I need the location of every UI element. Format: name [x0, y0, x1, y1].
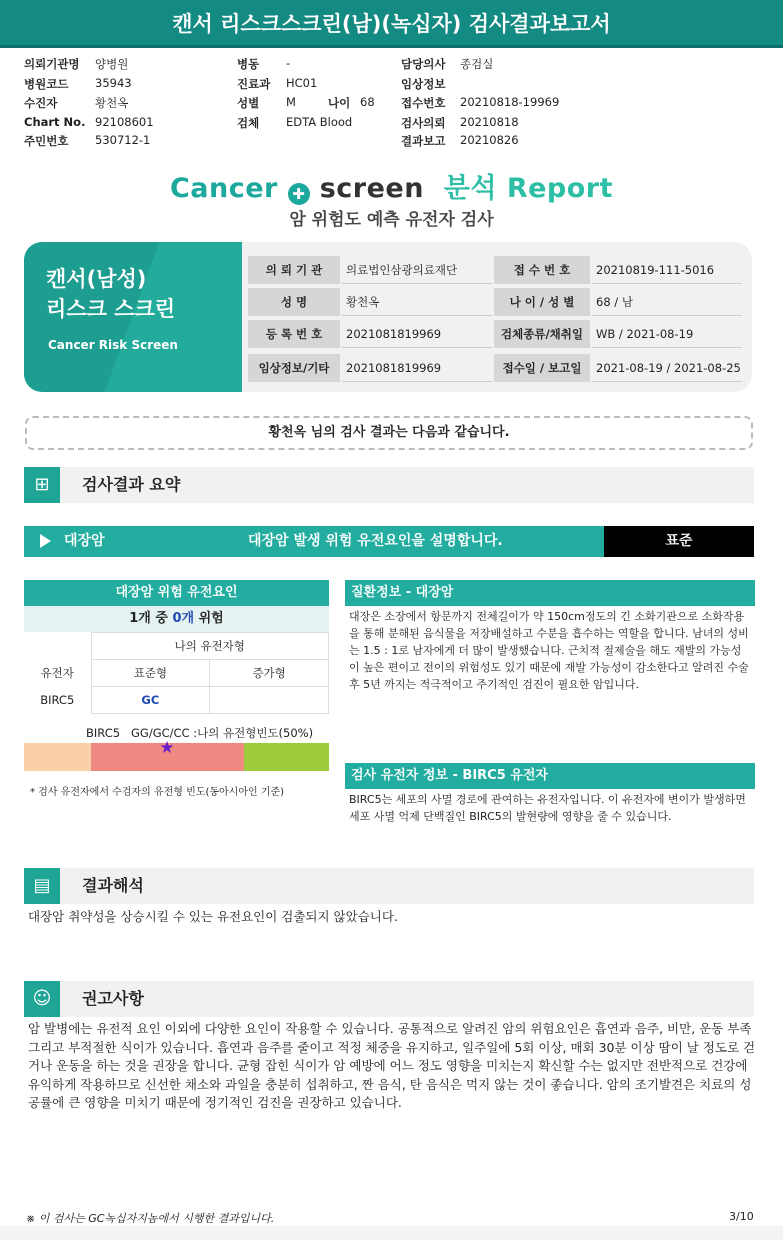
genotype-frequency-bar	[24, 743, 329, 771]
product-title	[46, 264, 175, 324]
info-value: 2021081819969	[342, 354, 492, 382]
hc3-value-2: 20210818-19969	[460, 95, 560, 109]
hc1-value-1: 35943	[95, 76, 132, 90]
info-row	[242, 320, 752, 350]
info-value: 황천옥	[342, 288, 492, 316]
hc3-value-3: 20210818	[460, 115, 519, 129]
gene-info-panel	[345, 763, 755, 827]
logo-screen: screen	[319, 173, 424, 204]
hc1-value-0: 양병원	[95, 57, 129, 71]
logo-report: 분석 Report	[443, 173, 614, 204]
age-value: 68	[360, 95, 375, 109]
info-key: 검체종류/채취일	[494, 320, 590, 348]
hc2-value-0: -	[286, 56, 291, 70]
cancer-screen-logo	[0, 166, 783, 205]
product-english: Cancer Risk Screen	[48, 338, 178, 352]
gene-info-title: 검사 유전자 정보 - BIRC5 유전자	[345, 763, 755, 789]
medical-folder-icon: ⊞	[24, 467, 60, 503]
my-genotype-star-icon: ★	[159, 738, 175, 758]
my-genotype-header: 나의 유전자형	[91, 633, 329, 660]
info-value: 2021081819969	[342, 320, 492, 348]
product-title-line1: 캔서(남성)	[46, 267, 147, 291]
hc1-value-3: 92108601	[95, 115, 154, 129]
advice-heading: 권고사항	[82, 989, 144, 1008]
gene-info-body: BIRC5는 세포의 사멸 경로에 관여하는 유전자입니다. 이 유전자에 변이가 발생하면 세포 사멸 억제 단백질인 BIRC5의 발현량에 영향을 줄 수 있습니다.	[349, 793, 746, 823]
genotype-bar-label: BIRC5 GG/GC/CC :나의 유전형빈도(50%)	[86, 726, 314, 740]
hc1-label-0: 의뢰기관명	[24, 57, 80, 71]
logo-cancer: Cancer	[169, 173, 278, 204]
advice-section-header	[24, 981, 754, 1017]
hc1-value-2: 황천옥	[95, 96, 129, 110]
summary-heading: 검사결과 요약	[82, 475, 181, 494]
page-subtitle: 암 위험도 예측 유전자 검사	[289, 210, 494, 230]
hc2-value-2: M	[286, 95, 296, 109]
logo-mark-icon: ✚	[288, 183, 310, 205]
standard-col-header: 표준형	[91, 660, 210, 687]
footer-note: ※ 이 검사는 GC녹십자지놈에서 시행한 결과입니다.	[26, 1212, 275, 1225]
hc2-value-1: HC01	[286, 76, 318, 90]
info-value: 68 / 남	[592, 288, 742, 316]
info-row	[242, 288, 752, 318]
info-key: 접 수 번 호	[494, 256, 590, 284]
disease-info-panel	[345, 580, 755, 695]
gene-name: BIRC5	[24, 687, 91, 714]
hc3-label-2: 접수번호	[401, 96, 446, 110]
clipboard-icon: ▤	[24, 868, 60, 904]
hc1-label-1: 병원코드	[24, 77, 69, 91]
risk-count-num: 0개	[172, 611, 195, 626]
page-number: 3/10	[729, 1210, 754, 1223]
advice-text: 암 발병에는 유전적 요인 이외에 다양한 요인이 작용할 수 있습니다. 공통적으로 알려진 암의 위험요인은 흡연과 음주, 비만, 운동 부족 그리고 부적절한 식이가 있습니다. 흡연과 음주를 줄이고 적정 체중을 유지하고, 일주일에 5회 이상, 매회 30분 이상 땀이 날 정도로 걷거나 운동을 하는 것을 권장을 합니다. 균형 잡힌 식이가 암 예방에 어느 정도 영향을 미치는지 확신할 수는 없지만 전반적으로 건강에 유익하게 작용하므로 신선한 채소와 과일을 충분히 섭취하고, 짠 음식, 탄 음식은 먹지 않는 것이 좋습니다. 암의 조기발견은 치료의 성공률에 큰 영향을 미치기 때문에 정기적인 검진을 권장하고 있습니다.	[28, 1021, 756, 1110]
info-key: 성 명	[248, 288, 340, 316]
info-key: 임상정보/기타	[248, 354, 340, 382]
hc3-value-0: 종검실	[460, 57, 494, 71]
risk-count	[24, 606, 329, 632]
info-value: 20210819-111-5016	[592, 256, 742, 284]
cancer-name: 대장암	[64, 533, 105, 549]
report-title: 캔서 리스크스크린(남)(녹십자) 검사결과보고서	[0, 0, 783, 48]
genotype-segment-2	[244, 743, 329, 771]
increase-value	[210, 687, 329, 714]
info-value: 2021-08-19 / 2021-08-25	[592, 354, 742, 382]
info-key: 나 이 / 성 별	[494, 288, 590, 316]
age-label: 나이	[328, 96, 351, 110]
risk-table-title: 대장암 위험 유전요인	[24, 580, 329, 606]
summary-section-header	[24, 467, 754, 503]
header-info	[0, 0, 783, 160]
genotype-segment-0	[24, 743, 91, 771]
risk-count-post: 위험	[198, 611, 224, 626]
doctor-consult-icon: ☺	[24, 981, 60, 1017]
info-value: WB / 2021-08-19	[592, 320, 742, 348]
product-title-line2: 리스크 스크린	[46, 297, 176, 321]
info-value: 의료법인삼광의료재단	[342, 256, 492, 284]
interpretation-heading: 결과해석	[82, 876, 144, 895]
genotype-footnote: * 검사 유전자에서 수검자의 유전형 빈도(동아시아인 기준)	[30, 787, 285, 798]
interpretation-text: 대장암 취약성을 상승시킬 수 있는 유전요인이 검출되지 않았습니다.	[28, 909, 398, 924]
info-row	[242, 354, 752, 384]
hc2-label-2: 성별	[237, 96, 260, 110]
hc1-label-2: 수진자	[24, 96, 58, 110]
hc1-value-4: 530712-1	[95, 133, 151, 147]
standard-value: GC	[91, 687, 210, 714]
hc3-label-0: 담당의사	[401, 57, 446, 71]
product-card	[24, 242, 242, 392]
info-key: 의 뢰 기 관	[248, 256, 340, 284]
info-key: 접수일 / 보고일	[494, 354, 590, 382]
hc2-value-3: EDTA Blood	[286, 115, 353, 129]
risk-count-pre: 1개 중	[129, 611, 168, 626]
hc2-label-0: 병동	[237, 57, 260, 71]
patient-info-table	[242, 242, 752, 392]
gene-col-header: 유전자	[24, 660, 91, 687]
hc1-label-3: Chart No.	[24, 115, 86, 129]
interpretation-section-header	[24, 868, 754, 904]
cancer-desc: 대장암 발생 위험 유전요인을 설명합니다.	[248, 533, 503, 549]
hc3-label-3: 검사의뢰	[401, 116, 446, 130]
risk-factor-table	[24, 580, 329, 714]
hc3-value-4: 20210826	[460, 133, 519, 147]
result-notice: 황천옥 님의 검사 결과는 다음과 같습니다.	[25, 416, 753, 450]
hc2-label-3: 검체	[237, 116, 260, 130]
hc1-label-4: 주민번호	[24, 134, 69, 148]
hc3-label-1: 임상정보	[401, 77, 446, 91]
play-arrow-icon	[40, 534, 51, 548]
cancer-type-bar	[24, 526, 754, 557]
hc2-label-1: 진료과	[237, 77, 271, 91]
info-key: 등 록 번 호	[248, 320, 340, 348]
disease-info-body: 대장은 소장에서 항문까지 전체길이가 약 150cm정도의 긴 소화기관으로 소화작용을 통해 분해된 음식물을 저장배설하고 수분을 흡수하는 역할을 합니다. 남녀의 성비는 1.5 : 1로 남자에게 더 많이 발생했습니다. 근치적 절제술을 해도 재발의 가능성이 높은 편이고 전이의 위험성도 있기 때문에 재발 가능성이 감소한다고 알려진 수술 후 5년 까지는 적극적이고 주기적인 검진이 필요한 암입니다.	[349, 610, 749, 691]
disease-info-title: 질환정보 - 대장암	[345, 580, 755, 606]
info-row	[242, 256, 752, 286]
genotype-table	[24, 632, 329, 714]
risk-level-badge: 표준	[604, 526, 754, 557]
hc3-label-4: 결과보고	[401, 134, 446, 148]
increase-col-header: 증가형	[210, 660, 329, 687]
bottom-strip	[0, 1226, 783, 1240]
